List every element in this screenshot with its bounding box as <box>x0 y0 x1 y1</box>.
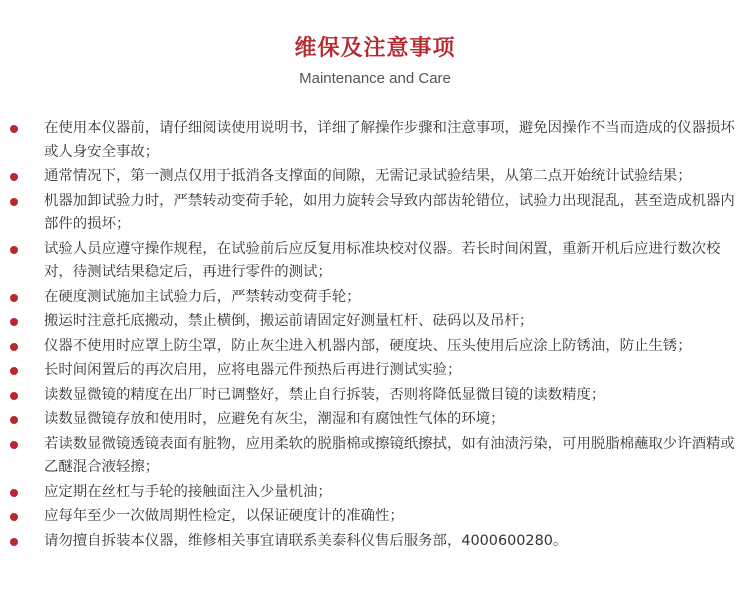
bullet-icon <box>10 538 18 546</box>
bullet-icon <box>10 343 18 351</box>
care-list <box>0 117 750 554</box>
list-item-text: 在硬度测试施加主试验力后，严禁转动变荷手轮； <box>44 288 361 305</box>
list-item <box>0 433 750 480</box>
list-item-text: 请勿擅自拆装本仪器，维修相关事宜请联系美泰科仪售后服务部，4000600280。 <box>44 532 568 549</box>
list-item <box>0 165 750 189</box>
list-item <box>0 384 750 408</box>
list-item <box>0 408 750 432</box>
list-item <box>0 190 750 237</box>
list-item-text: 长时间闲置后的再次启用，应将电器元件预热后再进行测试实验； <box>44 362 462 378</box>
bullet-icon <box>10 367 18 375</box>
bullet-icon <box>10 489 18 497</box>
list-item-text: 应每年至少一次做周期性检定，以保证硬度计的准确性； <box>44 508 404 524</box>
list-item <box>0 238 750 285</box>
list-item-text: 通常情况下，第一测点仅用于抵消各支撑面的间隙，无需记录试验结果，从第二点开始统计试验结果； <box>44 168 692 184</box>
list-item-text: 读数显微镜存放和使用时，应避免有灰尘，潮湿和有腐蚀性气体的环境； <box>44 411 505 427</box>
list-item-text: 搬运时注意托底搬动，禁止横倒，搬运前请固定好测量杠杆、砝码以及吊杆； <box>44 313 534 329</box>
bullet-icon <box>10 173 18 181</box>
bullet-icon <box>10 198 18 206</box>
bullet-icon <box>10 294 18 302</box>
bullet-icon <box>10 392 18 400</box>
list-item-text: 仪器不使用时应罩上防尘罩，防止灰尘进入机器内部，硬度块、压头使用后应涂上防锈油，防止生锈； <box>44 337 692 354</box>
list-item <box>0 310 750 334</box>
header <box>0 34 750 88</box>
list-item-text: 机器加卸试验力时，严禁转动变荷手轮，如用力旋转会导致内部齿轮错位，试验力出现混乱，甚至造成机器内部件的损坏； <box>44 192 735 232</box>
list-item-text: 读数显微镜的精度在出厂时已调整好，禁止自行拆装，否则将降低显微目镜的读数精度； <box>44 386 606 403</box>
bullet-icon <box>10 513 18 521</box>
list-item-text: 应定期在丝杠与手轮的接触面注入少量机油； <box>44 483 332 500</box>
bullet-icon <box>10 318 18 326</box>
list-item <box>0 335 750 359</box>
bullet-icon <box>10 246 18 254</box>
list-item-text: 若读数显微镜透镜表面有脏物，应用柔软的脱脂棉或擦镜纸擦拭，如有油渍污染，可用脱脂棉蘸取少许酒精或乙醚混合液轻擦； <box>44 435 735 475</box>
page-subtitle: Maintenance and Care <box>299 70 451 87</box>
list-item <box>0 481 750 505</box>
list-item-text: 试验人员应遵守操作规程，在试验前后应反复用标准块校对仪器。若长时间闲置，重新开机后应进行数次校对，待测试结果稳定后，再进行零件的测试； <box>44 240 721 280</box>
bullet-icon <box>10 416 18 424</box>
list-item <box>0 530 750 554</box>
bullet-icon <box>10 125 18 133</box>
list-item <box>0 505 750 529</box>
list-item <box>0 286 750 310</box>
list-item <box>0 359 750 383</box>
bullet-icon <box>10 441 18 449</box>
page-title: 维保及注意事项 <box>294 36 456 61</box>
list-item <box>0 117 750 164</box>
list-item-text: 在使用本仪器前，请仔细阅读使用说明书，详细了解操作步骤和注意事项，避免因操作不当而造成的仪器损坏或人身安全事故； <box>44 120 735 160</box>
